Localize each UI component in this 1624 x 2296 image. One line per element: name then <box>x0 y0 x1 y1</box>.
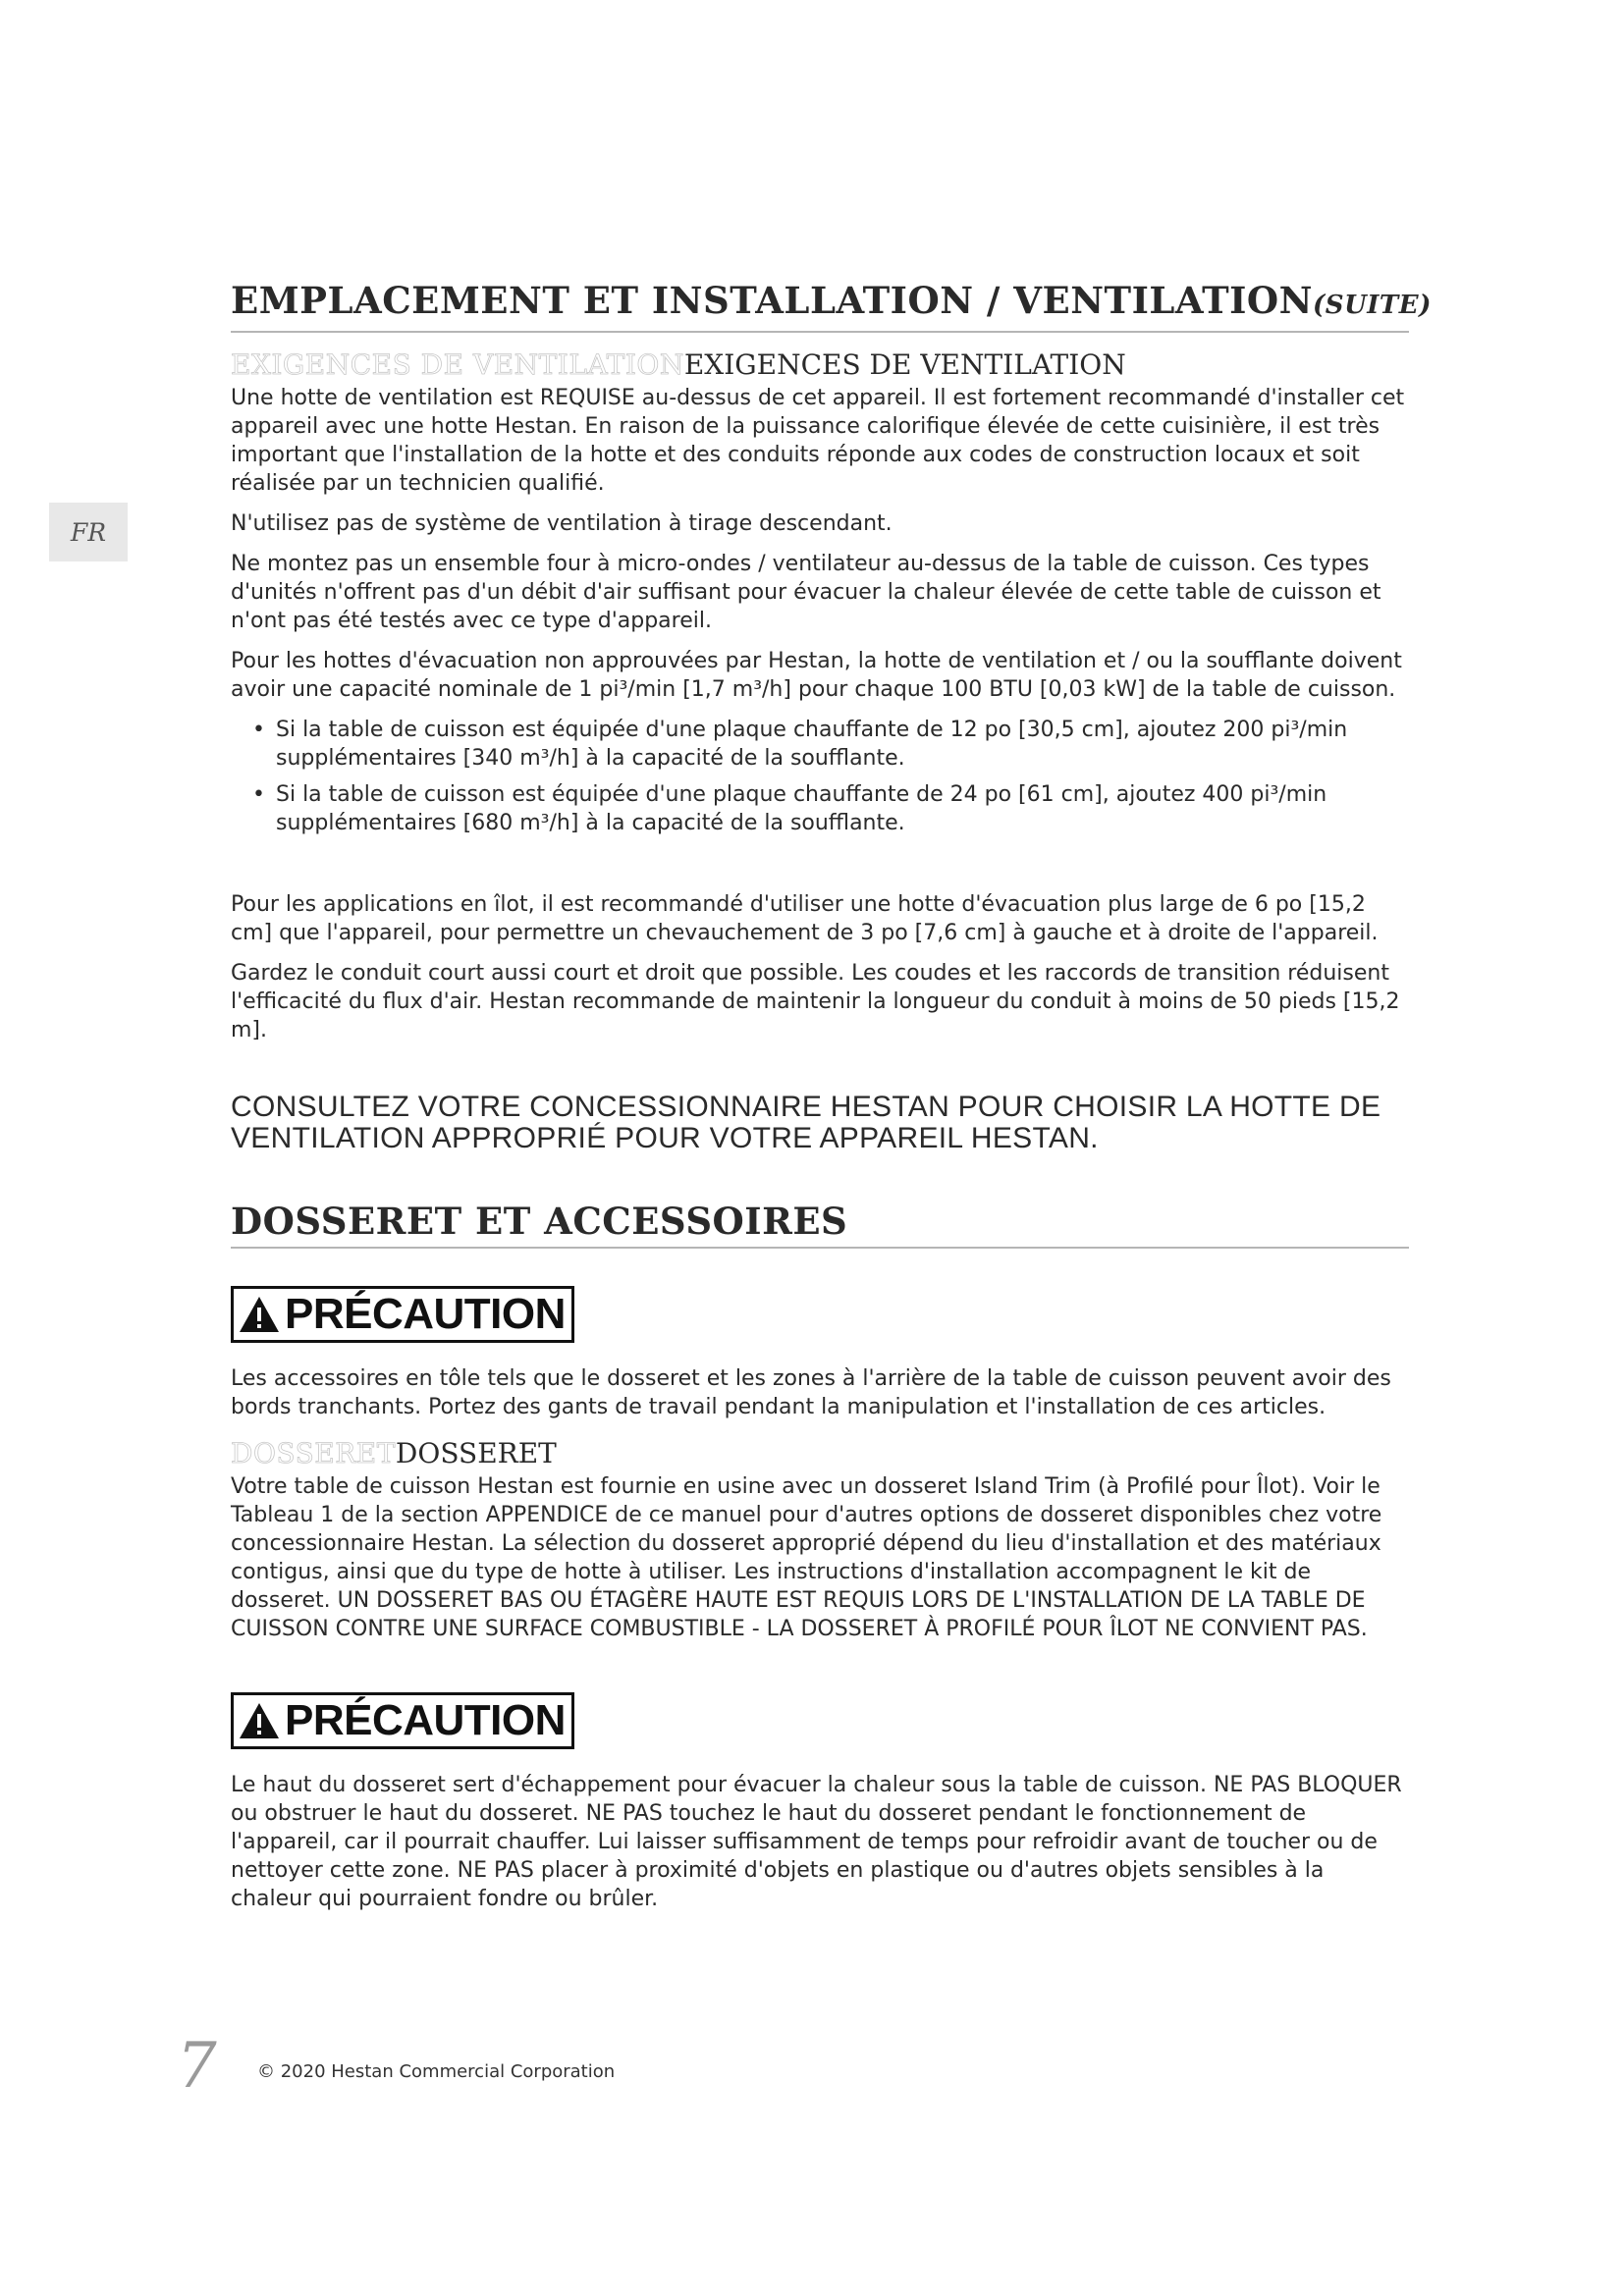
bullet-icon: • <box>252 782 265 807</box>
section-title-ventilation <box>231 277 1432 333</box>
paragraph: Pour les hottes d'évacuation non approuvées par Hestan, la hotte de ventilation et / ou la soufflante doivent avoir une capacité nominale de 1 pi³/min [1,7 m³/h] pour chaque 100 BTU [0,03 kW] de la table de cuisson. <box>231 649 1402 702</box>
list-item <box>231 780 1409 837</box>
list-item-text: Si la table de cuisson est équipée d'une plaque chauffante de 24 po [61 cm], ajoutez 400 pi³/min supplémentaires [680 m³/h] à la capacité de la soufflante. <box>276 782 1327 835</box>
consult-dealer-notice: CONSULTEZ VOTRE CONCESSIONNAIRE HESTAN POUR CHOISIR LA HOTTE DE VENTILATION APPROPRIÉ POUR VOTRE APPAREIL HESTAN. <box>231 1091 1381 1154</box>
paragraph: Une hotte de ventilation est REQUISE au-dessus de cet appareil. Il est fortement recommandé d'installer cet appareil avec une hotte Hestan. En raison de la puissance calorifique élevée de cette cuisinière, il est très important que l'installation de la hotte et des conduits réponde aux codes de construction locaux et soit réalisée par un technicien qualifié. <box>231 386 1405 496</box>
caution-label-text: PRÉCAUTION <box>285 1696 566 1744</box>
section-title-backguard: DOSSERET ET ACCESSOIRES <box>231 1198 1409 1249</box>
paragraph: N'utilisez pas de système de ventilation à tirage descendant. <box>231 511 893 536</box>
spacer <box>231 847 1409 890</box>
paragraph: Gardez le conduit court aussi court et droit que possible. Les coudes et les raccords de transition réduisent l'efficacité du flux d'air. Hestan recommande de maintenir la longueur du conduit à moins de 50 pieds [15,2 m]. <box>231 961 1400 1042</box>
section-title-text: EMPLACEMENT ET INSTALLATION / VENTILATION <box>231 279 1313 322</box>
warning-triangle-icon <box>238 1295 281 1334</box>
list-item <box>231 716 1409 773</box>
bullet-icon: • <box>252 718 265 742</box>
caution-label <box>231 1286 574 1343</box>
caution-label-text: PRÉCAUTION <box>285 1290 566 1338</box>
bullet-list <box>231 716 1409 837</box>
section-title-suffix: (SUITE) <box>1312 291 1432 320</box>
caution-label <box>231 1692 574 1749</box>
subheading-ghost-text: EXIGENCES DE VENTILATION <box>231 348 684 381</box>
page-footer <box>177 2032 615 2101</box>
subheading-backguard <box>231 1437 1409 1470</box>
paragraph: Votre table de cuisson Hestan est fournie en usine avec un dosseret Island Trim (à Profilé pour Îlot). Voir le Tableau 1 de la section APPENDICE de ce manuel pour d'autres options de dosseret disponibles chez votre concessionnaire Hestan. La sélection du dosseret approprié dépend du lieu d'installation et des matériaux contigus, ainsi que du type de hotte à utiliser. Les instructions d'installation accompagnent le kit de dosseret. UN DOSSERET BAS OU ÉTAGÈRE HAUTE EST REQUIS LORS DE L'INSTALLATION DE LA TABLE DE CUISSON CONTRE UNE SURFACE COMBUSTIBLE - LA DOSSERET À PROFILÉ POUR ÎLOT NE CONVIENT PAS. <box>231 1474 1382 1641</box>
paragraph: Ne montez pas un ensemble four à micro-ondes / ventilateur au-dessus de la table de cuisson. Ces types d'unités n'offrent pas d'un débit d'air suffisant pour évacuer la chaleur élevée de cette table de cuisson et n'ont pas été testés avec ce type d'appareil. <box>231 552 1381 633</box>
page-content <box>231 277 1432 1925</box>
subheading-text: DOSSERET <box>395 1437 557 1469</box>
subheading-text: EXIGENCES DE VENTILATION <box>683 348 1126 381</box>
language-tab: FR <box>49 503 128 561</box>
warning-triangle-icon <box>238 1701 281 1740</box>
subheading-ghost-text: DOSSERET <box>231 1437 396 1469</box>
copyright-notice: © 2020 Hestan Commercial Corporation <box>257 2060 616 2082</box>
page-number: 7 <box>177 2030 217 2103</box>
caution-paragraph: Les accessoires en tôle tels que le dosseret et les zones à l'arrière de la table de cuisson peuvent avoir des bords tranchants. Portez des gants de travail pendant la manipulation et l'installation de ces articles. <box>231 1366 1391 1419</box>
subheading-ventilation <box>231 348 1409 382</box>
list-item-text: Si la table de cuisson est équipée d'une plaque chauffante de 12 po [30,5 cm], ajoutez 200 pi³/min supplémentaires [340 m³/h] à la capacité de la soufflante. <box>276 718 1348 771</box>
caution-paragraph: Le haut du dosseret sert d'échappement pour évacuer la chaleur sous la table de cuisson. NE PAS BLOQUER ou obstruer le haut du dosseret. NE PAS touchez le haut du dosseret pendant le fonctionnement de l'appareil, car il pourrait chauffer. Lui laisser suffisamment de temps pour refroidir avant de toucher ou de nettoyer cette zone. NE PAS placer à proximité d'objets en plastique ou d'autres objets sensibles à la chaleur qui pourraient fondre ou brûler. <box>231 1773 1402 1911</box>
paragraph: Pour les applications en îlot, il est recommandé d'utiliser une hotte d'évacuation plus large de 6 po [15,2 cm] que l'appareil, pour permettre un chevauchement de 3 po [7,6 cm] à gauche et à droite de l'appareil. <box>231 892 1379 945</box>
